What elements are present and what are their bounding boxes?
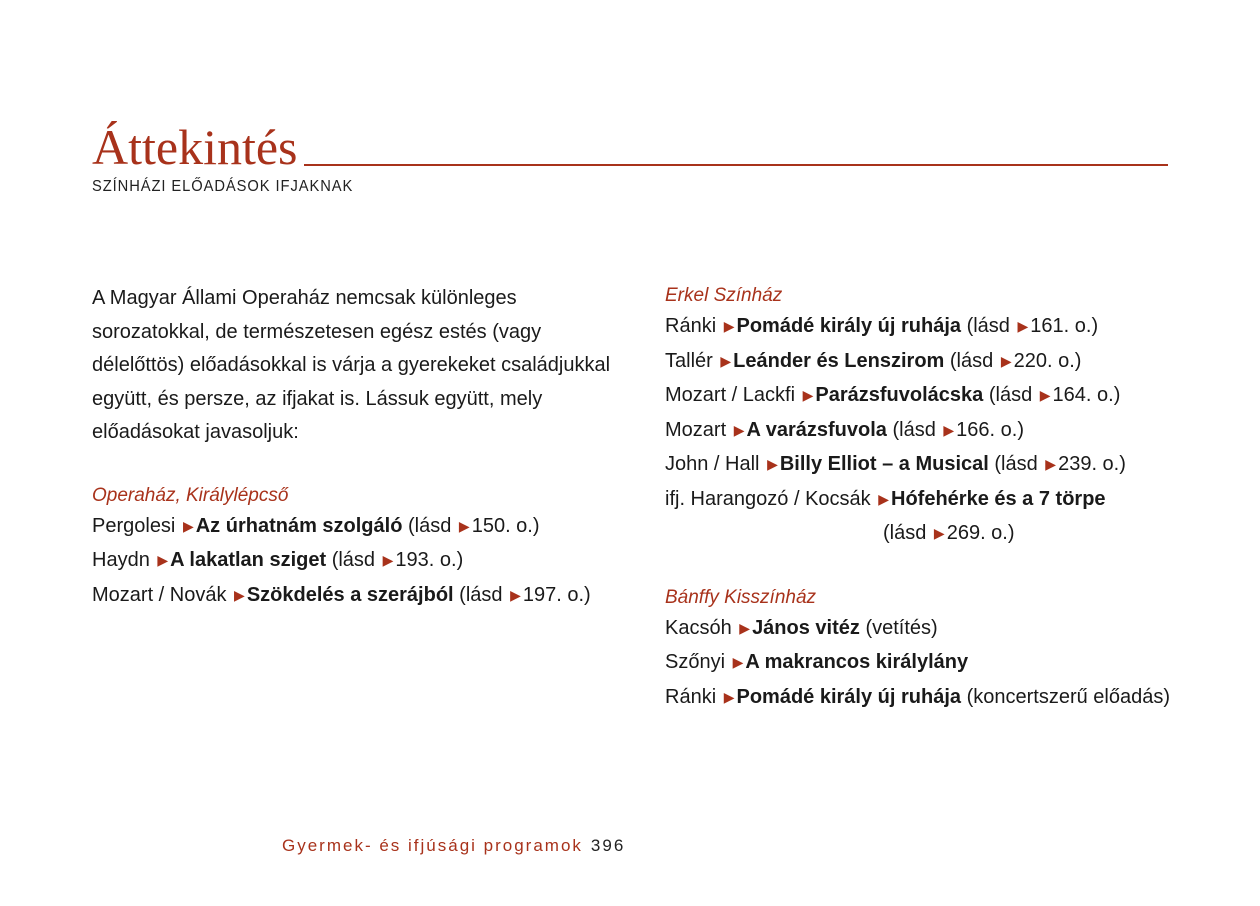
item-note: (lásd bbox=[883, 522, 927, 544]
triangle-right-icon: ▶ bbox=[723, 688, 735, 705]
item-work: Pomádé király új ruhája bbox=[736, 685, 962, 708]
item-author: Mozart / Novák bbox=[92, 583, 227, 606]
item-page: 269. o.) bbox=[946, 522, 1015, 544]
item-author: Mozart / Lackfi bbox=[665, 384, 796, 406]
triangle-right-icon: ▶ bbox=[1017, 318, 1029, 334]
item-author: ifj. Harangozó / Kocsák bbox=[665, 487, 871, 510]
item-work: Billy Elliot – a Musical bbox=[779, 453, 989, 475]
list-item-continuation bbox=[665, 517, 1225, 552]
item-work: A varázsfuvola bbox=[746, 418, 887, 441]
triangle-right-icon: ▶ bbox=[802, 387, 814, 403]
item-page: 197. o.) bbox=[522, 583, 591, 606]
item-note: (lásd bbox=[949, 349, 994, 372]
spacer bbox=[665, 552, 1225, 584]
item-work: Leánder és Lenszirom bbox=[733, 349, 945, 372]
item-note: (lásd bbox=[988, 384, 1033, 406]
list-item bbox=[665, 345, 1225, 380]
triangle-right-icon: ▶ bbox=[1000, 352, 1012, 369]
triangle-right-icon: ▶ bbox=[382, 552, 394, 568]
list-item bbox=[665, 612, 1225, 647]
triangle-right-icon: ▶ bbox=[723, 318, 735, 334]
item-note: (lásd bbox=[408, 514, 452, 537]
item-author: Ránki bbox=[665, 685, 717, 708]
right-column bbox=[665, 282, 1225, 715]
item-note: (vetítés) bbox=[865, 616, 938, 639]
triangle-right-icon: ▶ bbox=[1039, 387, 1051, 403]
page-subtitle: SZÍNHÁZI ELŐADÁSOK IFJAKNAK bbox=[92, 178, 354, 195]
item-author: Ránki bbox=[665, 315, 717, 337]
triangle-right-icon: ▶ bbox=[933, 525, 945, 541]
triangle-right-icon: ▶ bbox=[739, 619, 751, 636]
triangle-right-icon: ▶ bbox=[182, 517, 194, 534]
item-author: Mozart bbox=[665, 418, 727, 441]
item-page: 239. o.) bbox=[1058, 453, 1126, 475]
item-work: János vitéz bbox=[752, 616, 860, 639]
triangle-right-icon: ▶ bbox=[234, 586, 245, 603]
left-column bbox=[92, 282, 632, 613]
title-row bbox=[92, 119, 1168, 175]
item-author: Tallér bbox=[665, 349, 713, 372]
list-item bbox=[92, 510, 632, 545]
list-item bbox=[665, 681, 1225, 716]
item-author: John / Hall bbox=[665, 453, 760, 475]
item-note: (lásd bbox=[892, 418, 936, 441]
list-item bbox=[665, 414, 1225, 449]
triangle-right-icon: ▶ bbox=[767, 456, 778, 472]
item-page: 161. o.) bbox=[1030, 315, 1099, 337]
item-work: Pomádé király új ruhája bbox=[736, 315, 962, 337]
item-note: (lásd bbox=[459, 583, 503, 606]
item-note: (lásd bbox=[331, 549, 376, 571]
item-work: Az úrhatnám szolgáló bbox=[195, 514, 403, 537]
footer-label: Gyermek- és ifjúsági programok bbox=[282, 836, 583, 855]
section-heading-erkel: Erkel Színház bbox=[665, 285, 783, 306]
item-work: Parázsfuvolácska bbox=[815, 384, 984, 406]
triangle-right-icon: ▶ bbox=[1045, 456, 1057, 472]
item-work: A lakatlan sziget bbox=[170, 549, 327, 571]
triangle-right-icon: ▶ bbox=[458, 517, 470, 534]
list-item bbox=[665, 310, 1225, 345]
triangle-right-icon: ▶ bbox=[878, 490, 889, 507]
item-note: (koncertszerű előadás) bbox=[966, 685, 1171, 708]
list-item bbox=[665, 379, 1225, 414]
title-block bbox=[92, 119, 1168, 196]
list-item bbox=[665, 646, 1225, 681]
spacer bbox=[92, 450, 632, 482]
item-author: Haydn bbox=[92, 549, 150, 571]
list-item bbox=[665, 483, 1225, 518]
item-work: Szökdelés a szerájból bbox=[246, 583, 454, 606]
title-rule bbox=[304, 164, 1168, 166]
item-page: 220. o.) bbox=[1013, 349, 1082, 372]
triangle-right-icon: ▶ bbox=[157, 552, 169, 568]
item-note: (lásd bbox=[966, 315, 1010, 337]
item-note: (lásd bbox=[994, 453, 1038, 475]
item-page: 193. o.) bbox=[395, 549, 464, 571]
triangle-right-icon: ▶ bbox=[732, 654, 744, 670]
item-page: 166. o.) bbox=[956, 418, 1024, 441]
item-work: A makrancos királylány bbox=[745, 651, 969, 673]
item-author: Pergolesi bbox=[92, 514, 176, 537]
list-item bbox=[92, 579, 632, 614]
item-work: Hófehérke és a 7 törpe bbox=[891, 487, 1106, 510]
triangle-right-icon: ▶ bbox=[720, 352, 732, 369]
triangle-right-icon: ▶ bbox=[733, 421, 745, 438]
intro-paragraph: A Magyar Állami Operaház nemcsak különleges sorozatokkal, de természetesen egész estés (vagy délelőttös) előadásokkal is várja a gyerekeket családjukkal együtt, és persze, az ifjakat is. Lássuk együtt, mely előadásokat javasoljuk: bbox=[92, 287, 611, 443]
item-author: Szőnyi bbox=[665, 651, 726, 673]
item-author: Kacsóh bbox=[665, 616, 732, 639]
section-heading-banffy: Bánffy Kisszínház bbox=[665, 586, 817, 608]
page-footer bbox=[282, 836, 625, 856]
item-page: 150. o.) bbox=[471, 514, 540, 537]
triangle-right-icon: ▶ bbox=[510, 586, 521, 603]
page-number: 396 bbox=[590, 836, 626, 855]
section-heading-opera: Operaház, Királylépcső bbox=[92, 484, 289, 506]
item-page: 164. o.) bbox=[1052, 384, 1121, 406]
page-title: Áttekintés bbox=[92, 119, 298, 175]
list-item bbox=[92, 544, 632, 579]
triangle-right-icon: ▶ bbox=[943, 421, 955, 438]
list-item bbox=[665, 448, 1225, 483]
